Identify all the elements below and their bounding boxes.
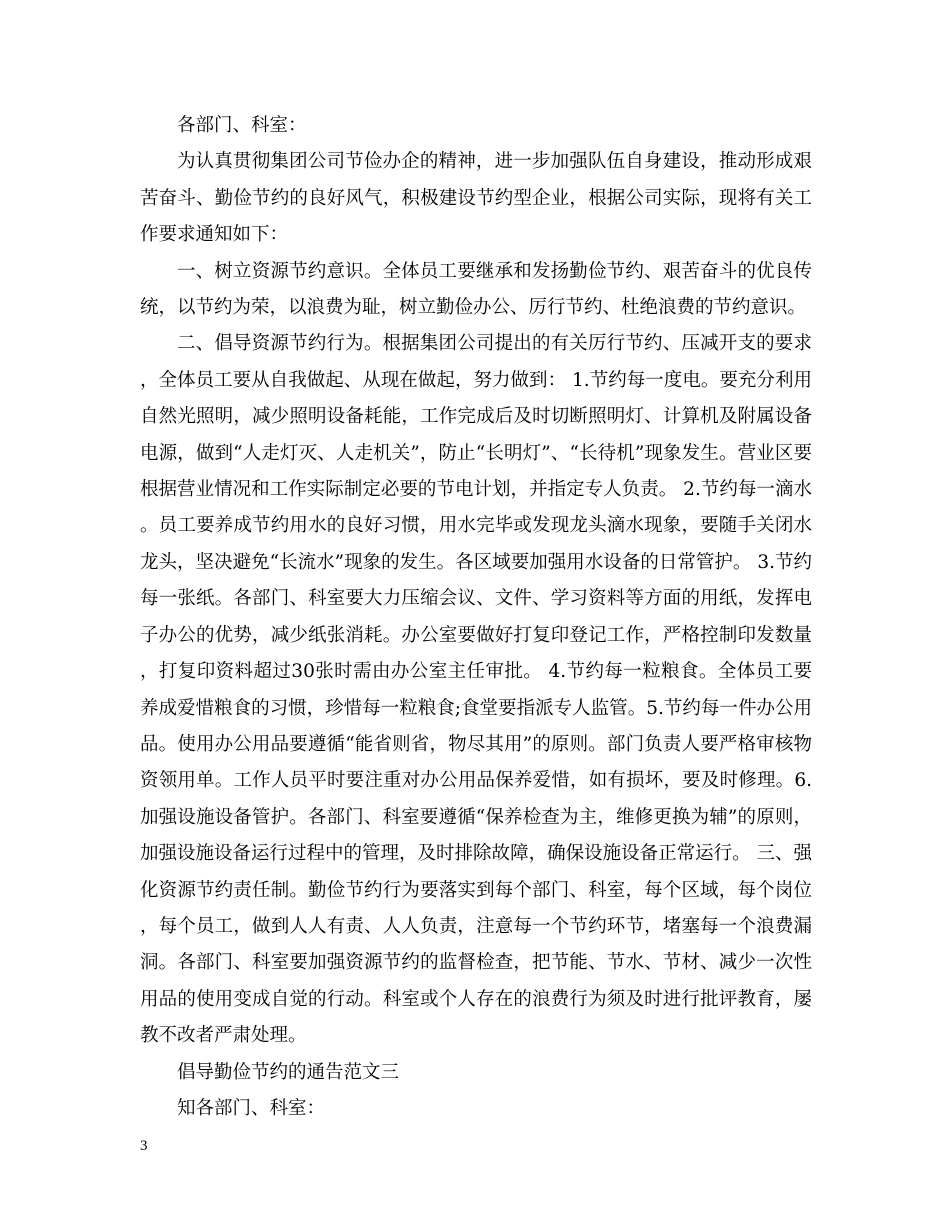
salutation: 各部门、科室： xyxy=(177,115,307,136)
section-one-paragraph: 一、树立资源节约意识。全体员工要继承和发扬勤俭节约、艰苦奋斗的优良传统，以节约为荣，以浪费为耻，树立勤俭办公、厉行节约、杜绝浪费的节约意识。 xyxy=(140,260,812,319)
second-salutation: 知各部门、科室： xyxy=(177,1097,326,1119)
intro-paragraph: 为认真贯彻集团公司节俭办企的精神，进一步加强队伍自身建设，推动形成艰苦奋斗、勤俭节约的良好风气，积极建设节约型企业，根据公司实际，现将有关工作要求通知如下： xyxy=(140,151,812,246)
section-heading: 倡导勤俭节约的通告范文三 xyxy=(177,1061,400,1083)
document-body xyxy=(140,108,812,1127)
section-two-paragraph: 二、倡导资源节约行为。根据集团公司提出的有关厉行节约、压减开支的要求，全体员工要从自我做起、从现在做起，努力做到： 1.节约每一度电。要充分利用自然光照明，减少照明设备耗能，工作完成后及时切断照明灯、计算机及附属设备电源，做到“人走灯灭、人走机关”，防止“长明灯”、“长待机”现象发生。营业区要根据营业情况和工作实际制定必要的节电计划，并指定专人负责。 2.节约每一滴水。员工要养成节约用水的良好习惯，用水完毕或发现龙头滴水现象，要随手关闭水龙头，坚决避免“长流水”现象的发生。各区域要加强用水设备的日常管护。 3.节约每一张纸。各部门、科室要大力压缩会议、文件、学习资料等方面的用纸，发挥电子办公的优势，减少纸张消耗。办公室要做好打复印登记工作，严格控制印发数量，打复印资料超过30张时需由办公室主任审批。 4.节约每一粒粮食。全体员工要养成爱惜粮食的习惯，珍惜每一粒粮食;食堂要指派专人监管。5.节约每一件办公用品。使用办公用品要遵循“能省则省，物尽其用”的原则。部门负责人要严格审核物资领用单。工作人员平时要注重对办公用品保养爱惜，如有损坏，要及时修理。6.加强设施设备管护。各部门、科室要遵循“保养检查为主，维修更换为辅”的原则，加强设施设备运行过程中的管理，及时排除故障，确保设施设备正常运行。 三、强化资源节约责任制。勤俭节约行为要落实到每个部门、科室，每个区域，每个岗位，每个员工，做到人人有责、人人负责，注意每一个节约环节，堵塞每一个浪费漏洞。各部门、科室要加强资源节约的监督检查，把节能、节水、节材、减少一次性用品的使用变成自觉的行动。科室或个人存在的浪费行为须及时进行批评教育，屡教不改者严肃处理。 xyxy=(140,333,812,1047)
page-number: 3 xyxy=(140,1138,148,1154)
